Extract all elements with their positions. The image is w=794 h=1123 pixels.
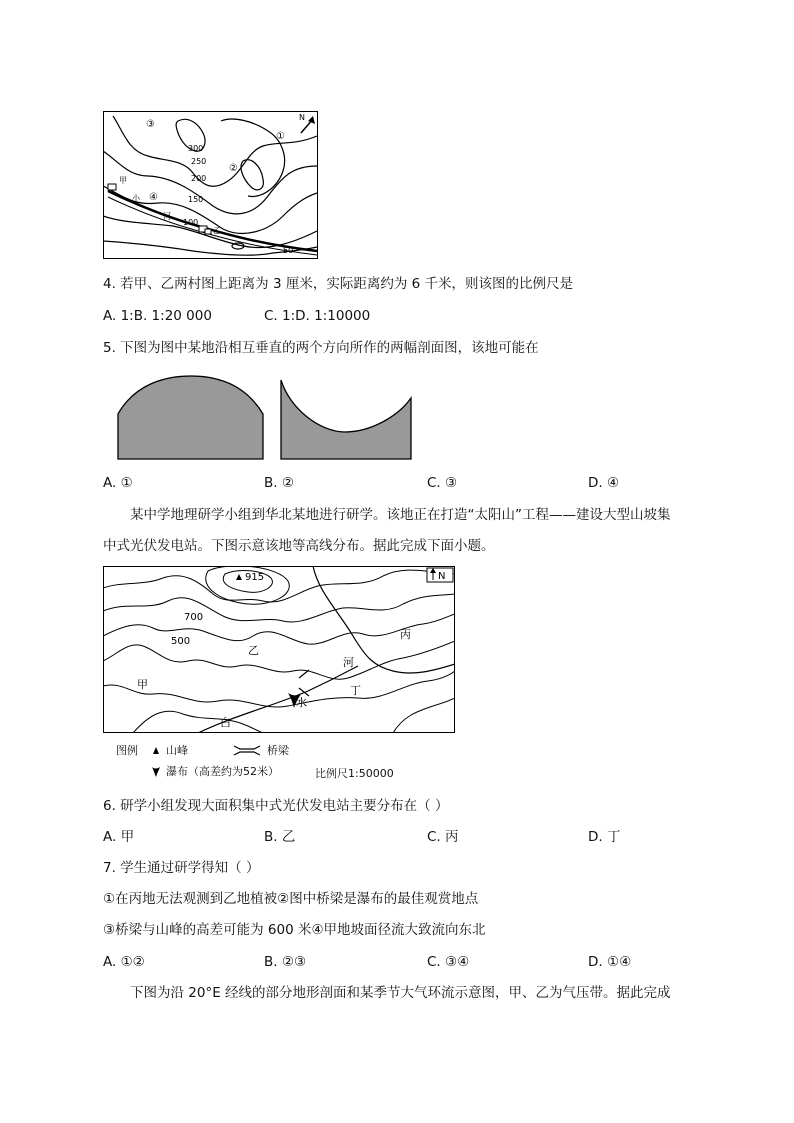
map2-contour-500: 500 (171, 636, 191, 647)
map1-contour-100: 100 (183, 218, 199, 227)
legend-bridge-label: 桥梁 (267, 744, 289, 757)
legend-waterfall-label: 瀑布（高差约为52米） (166, 765, 279, 778)
question-7-statements-1: ①在丙地无法观测到乙地植被②图中桥梁是瀑布的最佳观赏地点 (103, 891, 479, 907)
map1-contour-50: 50 (283, 246, 294, 255)
map1-contour-250: 250 (191, 157, 207, 166)
question-6-option-a[interactable]: A. 甲 (103, 829, 135, 845)
question-4-option-ab[interactable]: A. 1:B. 1:20 000 (103, 308, 212, 324)
profile-diagrams (115, 374, 415, 460)
question-4-stem: 4. 若甲、乙两村图上距离为 3 厘米，实际距离约为 6 千米，则该图的比例尺是 (103, 276, 574, 292)
question-7-option-c[interactable]: C. ③④ (427, 954, 470, 970)
question-7-option-b[interactable]: B. ②③ (264, 954, 307, 970)
peak-icon (151, 745, 161, 755)
question-4-option-cd[interactable]: C. 1:D. 1:10000 (264, 308, 371, 324)
question-7-stem: 7. 学生通过研学得知（ ） (103, 860, 260, 876)
map1-river-he: 河 (163, 212, 171, 221)
intro-line-1: 某中学地理研学小组到华北某地进行研学。该地正在打造“太阳山”工程——建设大型山坡集 (130, 507, 671, 523)
question-5-option-c[interactable]: C. ③ (427, 475, 458, 491)
map1-marker-1: ① (276, 131, 285, 142)
map1-marker-4: ④ (149, 192, 158, 203)
map2-label-jia: 甲 (137, 678, 148, 691)
question-6-stem: 6. 研学小组发现大面积集中式光伏发电站主要分布在（ ） (103, 798, 449, 814)
legend-scale: 比例尺1:50000 (315, 767, 394, 780)
bridge-icon (232, 744, 262, 757)
map2-contour-700: 700 (184, 612, 204, 623)
question-5-stem: 5. 下图为图中某地沿相互垂直的两个方向所作的两幅剖面图，该地可能在 (103, 340, 539, 356)
contour-map-1 (103, 111, 318, 259)
map1-marker-3: ③ (146, 119, 155, 130)
question-7-option-a[interactable]: A. ①② (103, 954, 145, 970)
map2-label-yi: 乙 (248, 644, 259, 657)
question-5-option-a[interactable]: A. ① (103, 475, 133, 491)
map1-village-jia: 甲 (119, 176, 127, 185)
map2-north-label: N (438, 571, 446, 582)
question-5-option-d[interactable]: D. ④ (588, 475, 620, 491)
map2-river-he: 河 (343, 656, 354, 669)
map1-north-label: N (299, 113, 305, 122)
map1-contour-200: 200 (191, 174, 207, 183)
waterfall-icon (150, 765, 162, 778)
map1-village-yi: 乙 (213, 226, 221, 235)
intro-line-2: 中式光伏发电站。下图示意该地等高线分布。据此完成下面小题。 (103, 538, 495, 554)
legend-title: 图例 (116, 744, 138, 757)
map2-label-bing: 丙 (400, 628, 411, 641)
map2-label-ding: 丁 (350, 684, 361, 697)
question-7-statements-2: ③桥梁与山峰的高差可能为 600 米④甲地坡面径流大致流向东北 (103, 922, 486, 938)
map1-marker-2: ② (229, 163, 238, 174)
map2-peak-label: 915 (245, 572, 265, 583)
question-6-option-d[interactable]: D. 丁 (588, 829, 621, 845)
map1-contour-300: 300 (188, 144, 204, 153)
question-6-option-b[interactable]: B. 乙 (264, 829, 296, 845)
question-6-option-c[interactable]: C. 丙 (427, 829, 459, 845)
map2-river-bai: 白 (220, 716, 231, 729)
map2-river-shui: 水 (296, 696, 307, 709)
legend-peak-label: 山峰 (166, 744, 188, 757)
question-7-option-d[interactable]: D. ①④ (588, 954, 632, 970)
map1-contour-150: 150 (188, 195, 204, 204)
question-5-option-b[interactable]: B. ② (264, 475, 294, 491)
contour-map-2 (103, 566, 455, 733)
map1-river-xiao: 小 (132, 194, 140, 203)
next-section-line-1: 下图为沿 20°E 经线的部分地形剖面和某季节大气环流示意图，甲、乙为气压带。据此完成 (130, 985, 671, 1001)
